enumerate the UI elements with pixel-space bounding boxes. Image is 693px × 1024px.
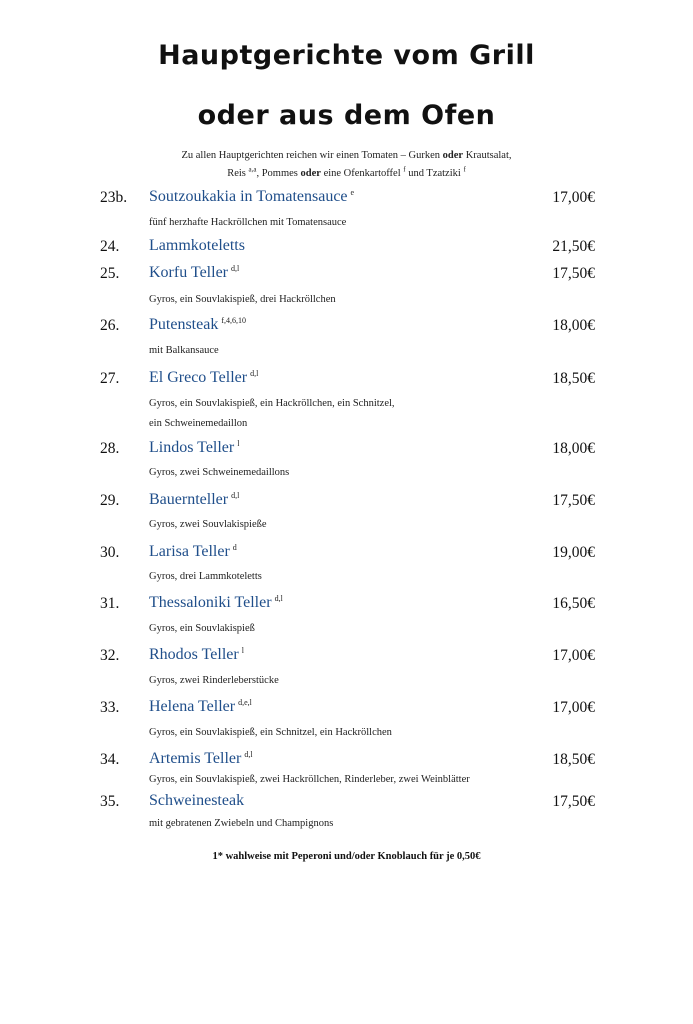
item-number: 24.	[100, 238, 120, 255]
item-number: 33.	[100, 699, 120, 716]
item-number: 34.	[100, 751, 120, 768]
footer-note: 1* wahlweise mit Peperoni und/oder Knoblauch für je 0,50€	[212, 851, 481, 862]
item-description: Gyros, drei Lammkoteletts	[149, 571, 262, 582]
item-description: mit gebratenen Zwiebeln und Champignons	[149, 818, 334, 829]
item-description: Gyros, ein Souvlakispieß, drei Hackröllchen	[149, 294, 336, 305]
item-name: El Greco Teller $^{d,l}$	[149, 368, 259, 386]
item-number: 25.	[100, 265, 120, 282]
item-number: 32.	[100, 647, 120, 664]
item-number: 28.	[100, 440, 120, 457]
item-price: 18,50€	[552, 370, 595, 387]
item-price: 17,00€	[552, 699, 595, 716]
item-name: Lindos Teller $^l$	[149, 438, 240, 456]
intro-line2: Reis $^{a,a}$, Pommes oder eine Ofenkartoffel $^f$ und Tzatziki $^f$	[227, 165, 466, 179]
item-description: fünf herzhafte Hackröllchen mit Tomatensauce	[149, 217, 347, 228]
item-name: Bauernteller $^{d,l}$	[149, 490, 240, 508]
item-description: mit Balkansauce	[149, 345, 219, 356]
item-price: 18,00€	[552, 440, 595, 457]
item-number: 29.	[100, 492, 120, 509]
item-description: Gyros, zwei Souvlakispieße	[149, 519, 267, 530]
item-price: 17,00€	[552, 647, 595, 664]
item-price: 17,50€	[552, 492, 595, 509]
item-description: Gyros, ein Souvlakispieß, ein Hackröllchen, ein Schnitzel,	[149, 398, 395, 409]
item-number: 35.	[100, 793, 120, 810]
item-price: 16,50€	[552, 595, 595, 612]
item-name: Soutzoukakia in Tomatensauce $^e$	[149, 187, 355, 205]
item-number: 23b.	[100, 189, 128, 206]
item-price: 17,50€	[552, 265, 595, 282]
item-name: Putensteak $^{f,4,6,10}$	[149, 315, 246, 333]
item-description: Gyros, zwei Rinderleberstücke	[149, 675, 279, 686]
item-number: 30.	[100, 544, 120, 561]
item-name: Korfu Teller $^{d,l}$	[149, 263, 240, 281]
item-description: Gyros, ein Souvlakispieß	[149, 623, 255, 634]
item-name: Larisa Teller $^d$	[149, 542, 237, 560]
item-price: 17,00€	[552, 189, 595, 206]
item-number: 27.	[100, 370, 120, 387]
page-title-line2: oder aus dem Ofen	[197, 100, 496, 131]
item-price: 19,00€	[552, 544, 595, 561]
item-price: 17,50€	[552, 793, 595, 810]
item-name: Thessaloniki Teller $^{d,l}$	[149, 593, 283, 611]
item-description: Gyros, ein Souvlakispieß, ein Schnitzel, ein Hackröllchen	[149, 727, 392, 738]
item-description: Gyros, ein Souvlakispieß, zwei Hackröllchen, Rinderleber, zwei Weinblätter	[149, 774, 470, 785]
page-title-line1: Hauptgerichte vom Grill	[158, 40, 535, 71]
item-name: Helena Teller $^{d,e,l}$	[149, 697, 252, 715]
item-name: Lammkoteletts	[149, 237, 245, 254]
intro-line1: Zu allen Hauptgerichten reichen wir einen Tomaten – Gurken oder Krautsalat,	[181, 150, 512, 161]
item-name: Rhodos Teller $^l$	[149, 645, 244, 663]
item-price: 21,50€	[552, 238, 595, 255]
item-name: Schweinesteak	[149, 792, 245, 809]
item-name: Artemis Teller $^{d,l}$	[149, 749, 253, 767]
item-description: Gyros, zwei Schweinemedaillons	[149, 467, 290, 478]
item-number: 31.	[100, 595, 120, 612]
item-number: 26.	[100, 317, 120, 334]
item-description: ein Schweinemedaillon	[149, 418, 248, 429]
item-price: 18,50€	[552, 751, 595, 768]
item-price: 18,00€	[552, 317, 595, 334]
